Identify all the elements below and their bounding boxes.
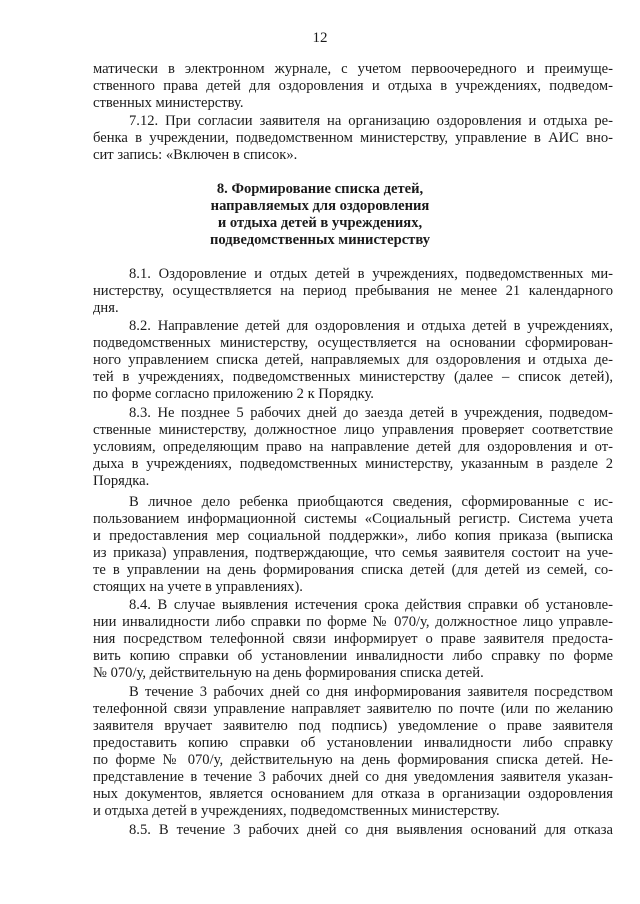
text-line: ственные министерству, должностное лицо управления проверяет соответствие [93,422,613,438]
text-line: предоставить копию справки об установлении инвалидности либо справку [93,735,613,751]
text-line: ного управлением списка детей, направляемых для оздоровления и отдыха де- [93,352,613,368]
text-line: и предоставления мер социальной поддержки», либо копия приказа (выписка [93,528,613,544]
heading-line: направляемых для оздоровления [210,198,430,214]
text-line: тей в учреждениях, подведомственных министерству (далее – список детей), [93,369,613,385]
text-line: по форме согласно приложению 2 к Порядку. [93,386,374,402]
text-line: условиям, определяющим право на направление детей для оздоровления и от- [93,439,613,455]
text-line: сит запись: «Включен в список». [93,147,298,163]
paragraph-8-2 [93,318,613,403]
paragraph-8-4 [93,597,613,682]
paragraph-intro [93,61,613,112]
text-line: Порядка. [93,473,150,489]
text-line: по форме № 070/у, действительную на день формирования списка детей. Не- [93,752,613,768]
heading-line: подведомственных министерству [209,232,431,248]
text-line: представление в течение 3 рабочих дней со дня уведомления заявителя указан- [93,769,613,785]
text-line: бенка в учреждении, подведомственном министерству, управление в АИС вно- [93,130,613,146]
text-line: нистерству, осуществляется на период пребывания не менее 21 календарного [93,283,613,299]
text-line: подведомственных министерству, осуществляется на основании сформирован- [93,335,613,351]
paragraph-7-12 [93,113,613,164]
text-line: нии инвалидности либо справки по форме № 070/у, должностное лицо управле- [93,614,613,630]
text-line: № 070/у, действительную на день формирования списка детей. [93,665,484,681]
text-line: дня. [93,300,119,316]
text-line: 8.2. Направление детей для оздоровления и отдыха детей в учреждениях, [129,318,613,334]
text-line: и отдыха детей в учреждениях, подведомственных министерству. [93,803,500,819]
paragraph-8-5 [93,822,613,839]
text-line: телефонной связи управление направляет заявителю по почте (или по желанию [93,701,613,717]
text-line: из приказа) управления, подтверждающие, что семья заявителя состоит на уче- [93,545,613,561]
text-line: 8.1. Оздоровление и отдых детей в учреждениях, подведомственных ми- [129,266,613,282]
text-line: В личное дело ребенка приобщаются сведения, сформированные с ис- [129,494,613,510]
text-line: дыха в учреждениях, подведомственных министерству, указанным в разделе 2 [93,456,613,472]
text-line: ственного права детей для оздоровления и отдыха в учреждениях, подведом- [93,78,613,94]
text-line: ных документов, является основанием для отказа в организации оздоровления [93,786,613,802]
text-line: заявителя вручает заявителю под подпись) уведомление о праве заявителя [93,718,613,734]
page-number: 12 [312,30,328,46]
heading-line: 8. Формирование списка детей, [216,181,424,197]
text-line: 8.5. В течение 3 рабочих дней со дня выявления оснований для отказа [129,822,613,838]
heading-line: и отдыха детей в учреждениях, [217,215,423,231]
text-line: те в управлении на день формирования списка детей (для детей из семей, со- [93,562,613,578]
section-heading [0,181,640,249]
paragraph-8-3-b [93,494,613,596]
paragraph-8-3 [93,405,613,490]
text-line: вить копию справки об установлении инвалидности либо справку по форме [93,648,613,664]
text-line: ния посредством телефонной связи информирует о праве заявителя предоста- [93,631,613,647]
paragraph-8-4-b [93,684,613,820]
text-line: стоящих на учете в управлениях). [93,579,303,595]
text-line: пользованием информационной системы «Социальный регистр. Система учета [93,511,613,527]
text-line: 8.4. В случае выявления истечения срока действия справки об установле- [129,597,613,613]
text-line: В течение 3 рабочих дней со дня информирования заявителя посредством [129,684,613,700]
text-line: матически в электронном журнале, с учетом первоочередного и преимуще- [93,61,613,77]
text-line: ственных министерству. [93,95,244,111]
paragraph-8-1 [93,266,613,317]
text-line: 8.3. Не позднее 5 рабочих дней до заезда детей в учреждения, подведом- [129,405,613,421]
text-line: 7.12. При согласии заявителя на организацию оздоровления и отдыха ре- [129,113,613,129]
